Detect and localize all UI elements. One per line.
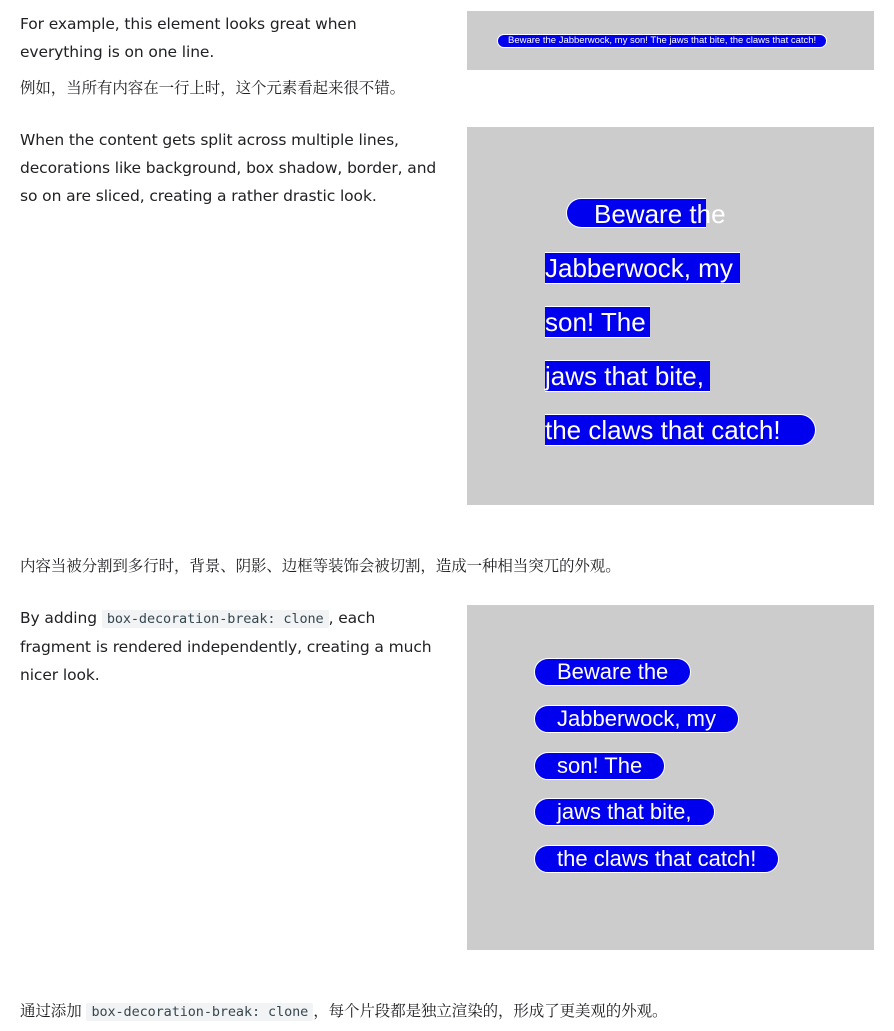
css-code-snippet-zh: box-decoration-break: clone	[86, 1003, 313, 1021]
slice-line-1: Beware the	[545, 187, 835, 241]
slice-line-4: jaws that bite,	[545, 349, 835, 403]
single-line-highlight: Beware the Jabberwock, my son! The jaws that bite, the claws that catch!	[497, 34, 827, 48]
clone-paragraph-en: By adding box-decoration-break: clone , each fragment is rendered independently, creating a much nicer look.	[20, 609, 432, 684]
intro-paragraph-en: For example, this element looks great when everything is on one line.	[20, 15, 357, 61]
slice-line-5: the claws that catch!	[545, 403, 835, 457]
slice-demo	[467, 127, 874, 505]
clone-demo: Beware the Jabberwock, my son! The jaws that bite, the claws that catch!	[467, 605, 874, 950]
intro-paragraph-zh: 例如，当所有内容在一行上时，这个元素看起来很不错。	[20, 79, 406, 97]
slice-line-3: son! The	[545, 295, 835, 349]
single-line-demo	[467, 11, 874, 70]
slice-text-block	[545, 187, 835, 457]
slice-paragraph-zh: 内容当被分割到多行时，背景、阴影、边框等装饰会被切割，造成一种相当突兀的外观。	[20, 557, 621, 575]
slice-line-2: Jabberwock, my	[545, 241, 835, 295]
clone-paragraph-zh: 通过添加 box-decoration-break: clone ，每个片段都是独立渲染的，形成了更美观的外观。	[20, 1002, 668, 1020]
css-code-snippet: box-decoration-break: clone	[102, 610, 329, 628]
slice-paragraph-en: When the content gets split across multiple lines, decorations like background, box shadow, border, and so on are sliced, creating a rather drastic look.	[20, 131, 437, 205]
